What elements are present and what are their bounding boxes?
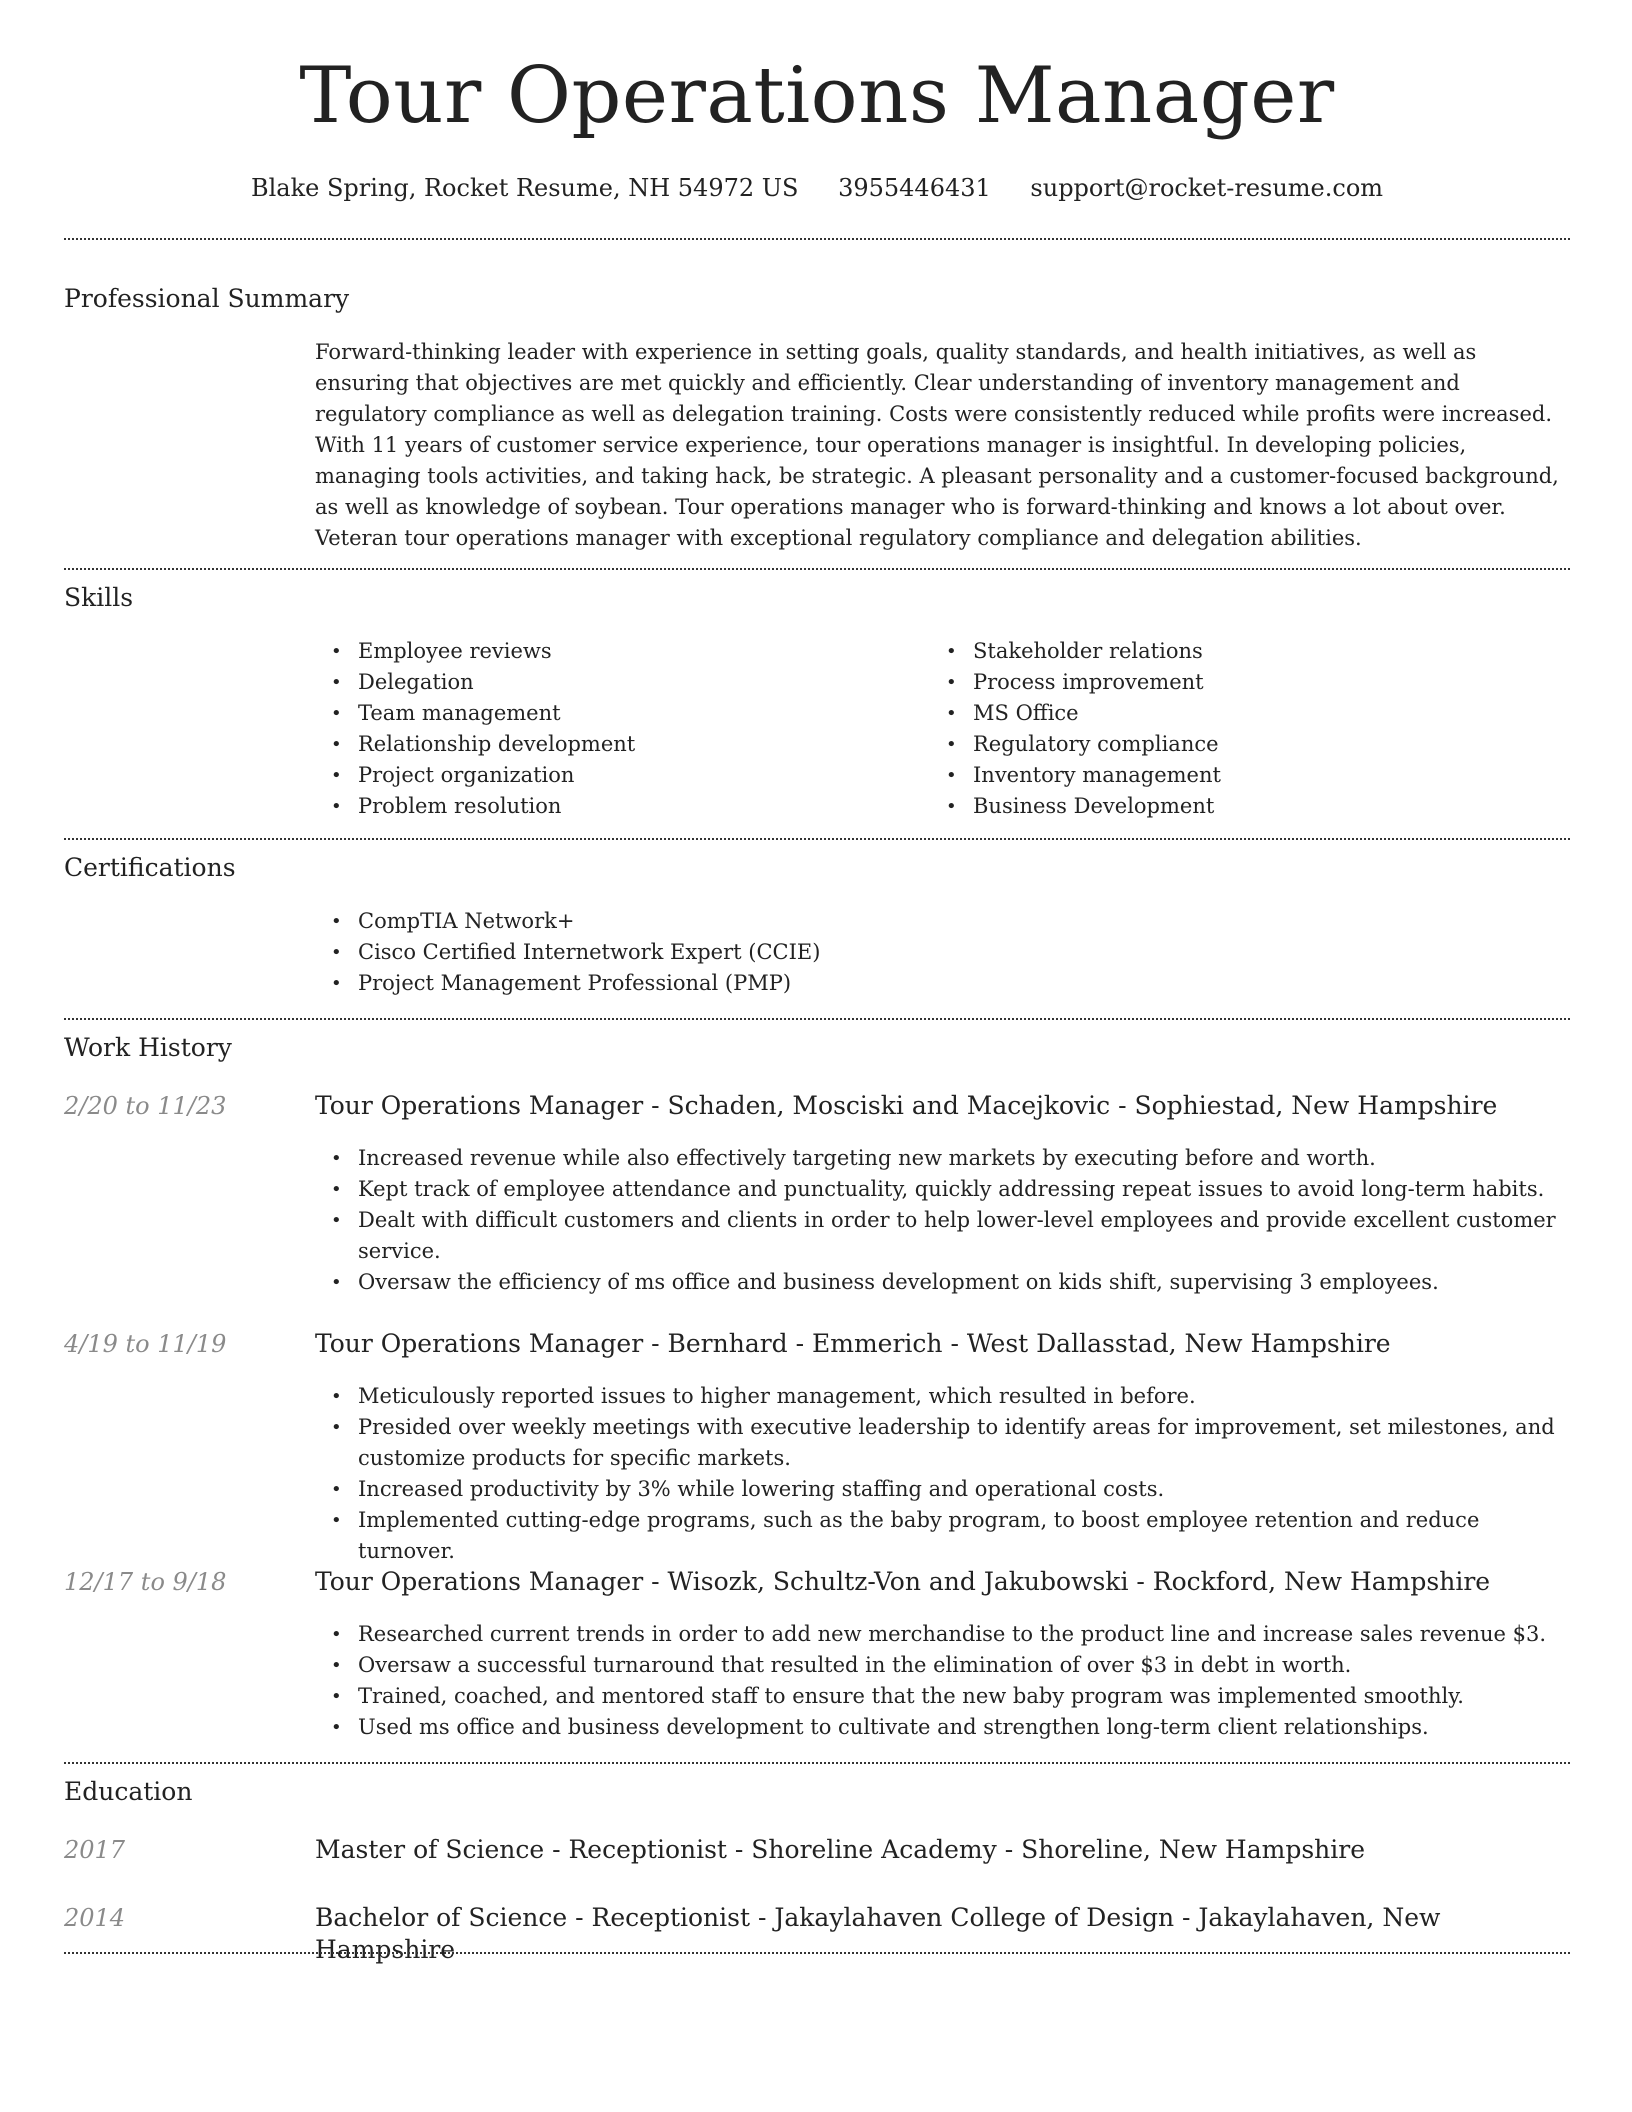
education-entry	[315, 1902, 1570, 1966]
skill-item: • Team management	[315, 698, 915, 729]
resume-title: Tour Operations Manager	[299, 51, 1335, 141]
education-school: - Shoreline Academy - Shoreline, New Hampshire	[726, 1835, 1366, 1864]
skill-item: • Relationship development	[315, 729, 915, 760]
divider	[64, 838, 1570, 840]
skills-list-right	[930, 636, 1530, 822]
divider	[64, 568, 1570, 570]
divider	[64, 1762, 1570, 1764]
divider	[64, 1018, 1570, 1020]
education-degree: Master of Science - Receptionist	[315, 1835, 727, 1864]
certification-item: • Cisco Certified Internetwork Expert (CCIE)	[315, 937, 1570, 968]
skill-item: • MS Office	[930, 698, 1530, 729]
job-bullet: • Dealt with difficult customers and clients in order to help lower-level employees and provide excellent customer service.	[315, 1205, 1570, 1267]
job-dates: 12/17 to 9/18	[64, 1568, 227, 1596]
skill-item: • Regulatory compliance	[930, 729, 1530, 760]
job-bullet: • Presided over weekly meetings with executive leadership to identify areas for improvement, set milestones, and customize products for specific markets.	[315, 1412, 1570, 1474]
job-bullet: • Increased revenue while also effectively targeting new markets by executing before and worth.	[315, 1143, 1570, 1174]
contact-email: support@rocket-resume.com	[1030, 174, 1384, 202]
job-bullet: • Increased productivity by 3% while lowering staffing and operational costs.	[315, 1474, 1570, 1505]
education-year: 2014	[64, 1904, 126, 1932]
skill-item: • Employee reviews	[315, 636, 915, 667]
section-heading-certifications: Certifications	[64, 853, 236, 882]
section-heading-summary: Professional Summary	[64, 284, 350, 313]
job-bullet: • Kept track of employee attendance and punctuality, quickly addressing repeat issues to avoid long-term habits.	[315, 1174, 1570, 1205]
skill-item: • Project organization	[315, 760, 915, 791]
section-heading-education: Education	[64, 1777, 193, 1806]
skill-item: • Business Development	[930, 791, 1530, 822]
skill-item: • Process improvement	[930, 667, 1530, 698]
divider	[64, 238, 1570, 240]
job-bullet: • Oversaw the efficiency of ms office and business development on kids shift, supervising 3 employees.	[315, 1267, 1570, 1298]
education-year: 2017	[64, 1836, 126, 1864]
job-bullets	[315, 1381, 1570, 1567]
education-degree: Bachelor of Science - Receptionist	[315, 1903, 751, 1932]
contact-line	[64, 172, 1570, 204]
skills-list-left	[315, 636, 915, 822]
summary-text: Forward-thinking leader with experience in setting goals, quality standards, and health initiatives, as well as ensuring that objectives are met quickly and efficiently. Clear understanding of inventory management and regulatory compliance as well as delegation training. Costs were consistently reduced while profits were increased. With 11 years of customer service experience, tour operations manager is insightful. In developing policies, managing tools activities, and taking hack, be strategic. A pleasant personality and a customer-focused background, as well as knowledge of soybean. Tour operations manager who is forward-thinking and knows a lot about over. Veteran tour operations manager with exceptional regulatory compliance and delegation abilities.	[315, 340, 1559, 550]
contact-address: Blake Spring, Rocket Resume, NH 54972 US	[250, 174, 799, 202]
skill-item: • Stakeholder relations	[930, 636, 1530, 667]
certification-item: • CompTIA Network+	[315, 906, 1570, 937]
job-dates: 4/19 to 11/19	[64, 1330, 227, 1358]
divider	[64, 1952, 1570, 1954]
certification-item: • Project Management Professional (PMP)	[315, 968, 1570, 999]
job-dates: 2/20 to 11/23	[64, 1092, 227, 1120]
contact-phone: 3955446431	[838, 174, 991, 202]
education-entry	[315, 1834, 1365, 1866]
skill-item: • Inventory management	[930, 760, 1530, 791]
skill-item: • Delegation	[315, 667, 915, 698]
job-bullet: • Oversaw a successful turnaround that resulted in the elimination of over $3 in debt in worth.	[315, 1650, 1570, 1681]
job-title: Tour Operations Manager - Bernhard - Emmerich - West Dallasstad, New Hampshire	[315, 1329, 1391, 1358]
job-bullet: • Implemented cutting-edge programs, such as the baby program, to boost employee retention and reduce turnover.	[315, 1505, 1570, 1567]
job-title: Tour Operations Manager - Schaden, Mosciski and Macejkovic - Sophiestad, New Hampshire	[315, 1091, 1498, 1120]
job-title: Tour Operations Manager - Wisozk, Schultz-Von and Jakubowski - Rockford, New Hampshire	[315, 1567, 1491, 1596]
certifications-list	[315, 906, 1570, 999]
job-bullet: • Used ms office and business development to cultivate and strengthen long-term client relationships.	[315, 1712, 1570, 1743]
education-school: - Jakaylahaven College of Design - Jakaylahaven, New Hampshire	[315, 1903, 1441, 1964]
section-heading-work-history: Work History	[64, 1033, 232, 1062]
job-bullet: • Trained, coached, and mentored staff to ensure that the new baby program was implemented smoothly.	[315, 1681, 1570, 1712]
job-bullets	[315, 1143, 1570, 1298]
section-heading-skills: Skills	[64, 583, 134, 612]
job-bullet: • Researched current trends in order to add new merchandise to the product line and increase sales revenue $3.	[315, 1619, 1570, 1650]
job-bullets	[315, 1619, 1570, 1743]
skill-item: • Problem resolution	[315, 791, 915, 822]
job-bullet: • Meticulously reported issues to higher management, which resulted in before.	[315, 1381, 1570, 1412]
